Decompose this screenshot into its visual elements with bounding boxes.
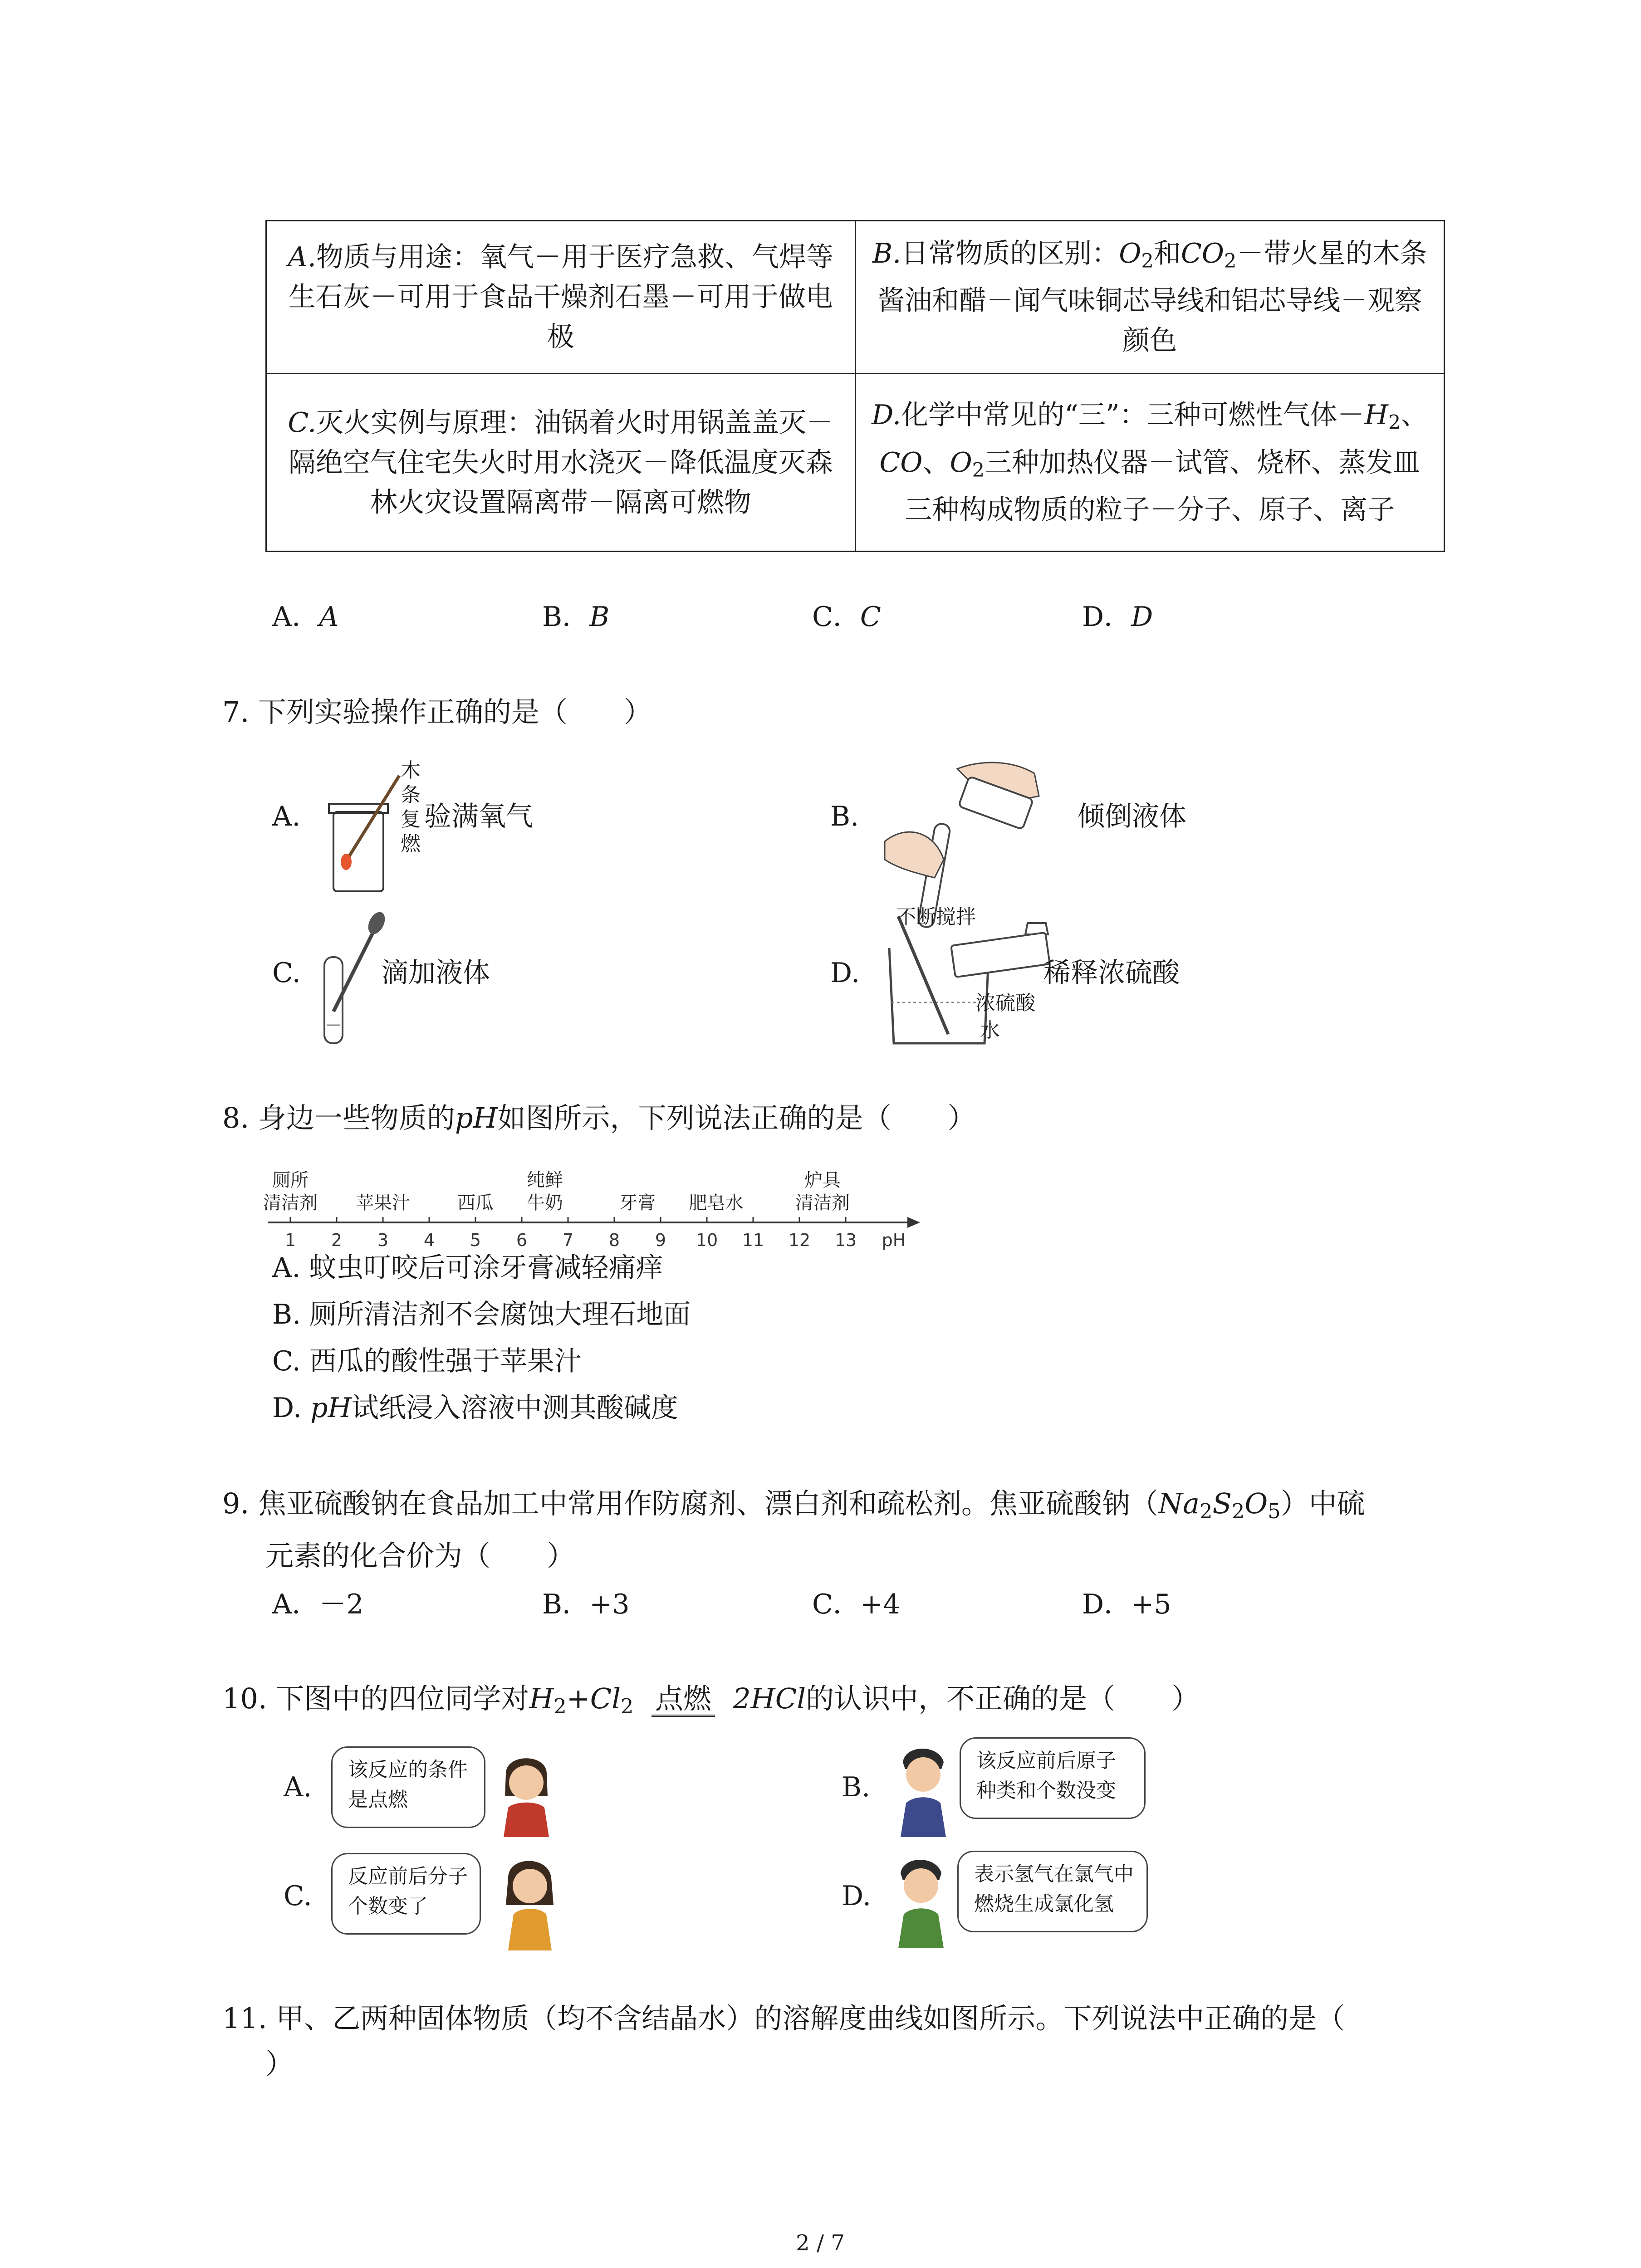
q6-option-a-val: A xyxy=(319,601,339,633)
q6-cell-a-lead: A. xyxy=(288,241,316,273)
q6-cell-b-lead: B. xyxy=(872,237,901,269)
ph-substance-label: 牛奶 xyxy=(527,1193,563,1213)
ph-tick-label: 2 xyxy=(331,1230,343,1250)
dropper-bulb-icon xyxy=(365,909,388,937)
q6-option-b[interactable] xyxy=(542,599,609,635)
q6-option-b-key: B． xyxy=(542,601,590,633)
q9-formula-o: O xyxy=(1244,1487,1268,1520)
q9-formula-o-sub: 5 xyxy=(1268,1500,1281,1524)
q9-option-a-key: A． xyxy=(272,1589,319,1620)
q6-cell-b xyxy=(855,221,1445,374)
q8-stem-post: 如图所示，下列说法正确的是（ ） xyxy=(497,1101,976,1134)
q9-option-d-key: D． xyxy=(1082,1589,1132,1620)
q7-option-c-text: 滴加液体 xyxy=(381,957,490,989)
ph-tick-label: 4 xyxy=(423,1230,435,1250)
ph-tick-label: 5 xyxy=(470,1230,481,1250)
q8-option-a-text: 蚊虫叮咬后可涂牙膏减轻痛痒 xyxy=(309,1252,663,1284)
q7-d-label-stir: 不断搅拌 xyxy=(896,905,976,929)
acid-bottle-icon xyxy=(951,933,1050,978)
q6-option-a[interactable] xyxy=(272,599,339,635)
ph-tick-label: 13 xyxy=(834,1230,857,1250)
q6-cell-d-o: O xyxy=(950,446,972,479)
stirring-rod-icon xyxy=(898,916,948,1034)
q6-cell-a-text: 物质与用途：氧气－用于医疗急救、气焊等生石灰－可用于食品干燥剂石墨－可用于做电极 xyxy=(288,241,833,353)
q6-cell-d-lead: D. xyxy=(872,399,901,431)
q7-c-dropper-illustration xyxy=(313,907,390,1048)
q9-option-c[interactable] xyxy=(812,1586,900,1623)
q6-option-c[interactable] xyxy=(812,599,881,635)
q10-stem xyxy=(222,1681,1200,1725)
q6-cell-d-sep: 、 xyxy=(1401,399,1428,431)
q9-formula-na-sub: 2 xyxy=(1200,1500,1213,1524)
q6-option-a-key: A． xyxy=(272,601,319,633)
q6-cell-b-f2sub: 2 xyxy=(1224,249,1237,273)
q8-stem-ph: pH xyxy=(455,1101,498,1134)
q7-option-a-key[interactable]: A. xyxy=(272,801,301,832)
q9-stem-pre: 9. 焦亚硫酸钠在食品加工中常用作防腐剂、漂白剂和疏松剂。焦亚硫酸钠（ xyxy=(222,1487,1158,1520)
q10-c-student-girl-icon xyxy=(490,1851,572,1950)
ph-tick-label: 11 xyxy=(742,1230,764,1250)
q6-cell-d-osub: 2 xyxy=(972,459,985,482)
ph-tick-label: 8 xyxy=(608,1230,620,1250)
q7-stem: 7. 下列实验操作正确的是（ ） xyxy=(222,695,652,728)
q9-stem-post: ）中硫 xyxy=(1280,1487,1365,1520)
q8-option-c-key: C. xyxy=(272,1345,301,1377)
q6-cell-d-co: CO xyxy=(879,446,923,479)
gas-jar-icon xyxy=(333,812,383,891)
q6-cell-b-mid: 和 xyxy=(1153,237,1181,269)
ph-substance-label: 西瓜 xyxy=(457,1193,494,1213)
q6-option-d-val: D xyxy=(1131,601,1153,633)
q6-cell-d xyxy=(855,374,1445,552)
q7-option-b-text: 倾倒液体 xyxy=(1078,801,1186,832)
q10-a-student-girl-icon xyxy=(488,1746,565,1837)
q8-option-c-text: 西瓜的酸性强于苹果汁 xyxy=(309,1345,582,1377)
ph-tick-label: 10 xyxy=(696,1230,718,1250)
q6-cell-b-f1sub: 2 xyxy=(1141,249,1154,273)
q10-eq-cl: Cl xyxy=(590,1682,621,1715)
q11-stem-line2: ） xyxy=(265,2047,294,2080)
q10-eq-plus: + xyxy=(566,1682,590,1715)
wood-splint-icon xyxy=(347,776,399,860)
ph-substance-label: 纯鲜 xyxy=(527,1170,563,1191)
ph-substance-label: 清洁剂 xyxy=(263,1193,318,1213)
q7-option-d-text: 稀释浓硫酸 xyxy=(1043,957,1180,989)
q9-option-a-val: －2 xyxy=(319,1589,364,1620)
q9-option-c-key: C． xyxy=(812,1589,860,1620)
q10-option-b-key[interactable]: B. xyxy=(842,1771,871,1803)
page-number: 2 / 7 xyxy=(796,2230,845,2256)
ph-tick-label: 1 xyxy=(284,1230,296,1250)
q10-eq-h: H xyxy=(529,1682,554,1715)
q6-cell-b-pre: 日常物质的区别： xyxy=(901,237,1119,269)
q7-a-label-3: 复 xyxy=(401,808,421,831)
q6-cell-c xyxy=(266,374,856,552)
q10-eq-cl-sub: 2 xyxy=(621,1695,634,1719)
ph-substance-label: 苹果汁 xyxy=(356,1193,410,1213)
q6-cell-d-h: H xyxy=(1364,399,1388,431)
q8-option-d-text: 试纸浸入溶液中测其酸碱度 xyxy=(351,1392,678,1424)
q10-option-d-key[interactable]: D. xyxy=(842,1880,872,1912)
ph-tick-label: 9 xyxy=(655,1230,666,1250)
q10-d-student-boy-icon xyxy=(885,1848,957,1948)
q9-option-d-val: +5 xyxy=(1131,1589,1171,1620)
q6-option-d[interactable] xyxy=(1082,599,1153,635)
ph-axis-arrow-icon xyxy=(907,1217,920,1228)
q10-eq-h-sub: 2 xyxy=(554,1695,567,1719)
q7-option-d-key[interactable]: D. xyxy=(830,957,860,989)
q7-option-b-key[interactable]: B. xyxy=(830,801,859,832)
q9-formula-s-sub: 2 xyxy=(1231,1500,1245,1524)
q10-option-a-key[interactable]: A. xyxy=(284,1771,312,1803)
ph-unit-label: pH xyxy=(882,1230,906,1250)
ph-substance-label: 肥皂水 xyxy=(689,1193,744,1213)
q9-option-d[interactable] xyxy=(1082,1586,1171,1623)
q9-option-b-key: B． xyxy=(542,1589,590,1620)
q8-option-a-key: A. xyxy=(272,1252,301,1284)
q9-stem-line2: 元素的化合价为（ ） xyxy=(265,1539,575,1572)
q10-option-c-key[interactable]: C. xyxy=(284,1880,312,1912)
q6-cell-c-text: 灭火实例与原理：油锅着火时用锅盖盖灭－隔绝空气住宅失火时用水浇灭－降低温度灭森林火灾设置隔离带－隔离可燃物 xyxy=(288,406,834,518)
q8-stem xyxy=(222,1100,976,1136)
q6-option-c-key: C． xyxy=(812,601,860,633)
q7-option-c-key[interactable]: C. xyxy=(272,957,301,989)
q6-option-c-val: C xyxy=(860,601,881,633)
q9-option-b-val: +3 xyxy=(589,1589,630,1620)
ph-tick-label: 3 xyxy=(377,1230,389,1250)
q8-option-d-ph: pH xyxy=(310,1392,352,1424)
q9-stem-line1 xyxy=(222,1486,1365,1530)
flame-icon xyxy=(341,854,352,870)
q6-cell-d-text: 三种加热仪器－试管、烧杯、蒸发皿三种构成物质的粒子－分子、原子、离子 xyxy=(905,446,1421,526)
q11-stem-line1: 11. 甲、乙两种固体物质（均不含结晶水）的溶解度曲线如图所示。下列说法中正确的是（ xyxy=(222,2002,1345,2035)
q9-option-a[interactable] xyxy=(272,1586,364,1623)
q8-option-b-text: 厕所清洁剂不会腐蚀大理石地面 xyxy=(309,1299,691,1330)
q8-option-b[interactable] xyxy=(272,1296,691,1333)
ph-substance-label: 炉具 xyxy=(804,1170,841,1191)
q6-cell-b-f1: O xyxy=(1119,237,1141,269)
ph-substance-label: 厕所 xyxy=(272,1170,309,1191)
q6-cell-d-pre: 化学中常见的“三”：三种可燃性气体－ xyxy=(901,399,1365,431)
ph-substance-label: 清洁剂 xyxy=(795,1193,850,1213)
q8-option-c[interactable] xyxy=(272,1343,582,1379)
q9-formula-s: S xyxy=(1212,1487,1232,1520)
q8-ph-scale xyxy=(263,1145,935,1259)
q7-d-label-water: 水 xyxy=(980,1019,1000,1042)
q7-d-label-acid: 浓硫酸 xyxy=(975,992,1035,1015)
q10-b-student-boy-icon xyxy=(887,1737,960,1837)
q6-cell-a xyxy=(266,221,856,374)
q10-eq-product: 2HCl xyxy=(733,1682,806,1715)
q10-a-speech-bubble: 该反应的条件 是点燃 xyxy=(331,1746,485,1828)
q6-option-b-val: B xyxy=(589,601,610,633)
ph-tick-label: 6 xyxy=(516,1230,528,1250)
q7-a-label-stack xyxy=(399,758,422,856)
q10-stem-post: 的认识中，不正确的是（ ） xyxy=(806,1682,1200,1715)
ph-tick-label: 7 xyxy=(562,1230,574,1250)
q6-cell-d-hsub: 2 xyxy=(1388,411,1401,434)
q8-option-b-key: B. xyxy=(272,1299,301,1330)
q7-a-label-2: 条 xyxy=(401,783,421,807)
q6-option-d-key: D． xyxy=(1082,601,1132,633)
q7-option-a-text: 验满氧气 xyxy=(424,801,533,832)
q10-stem-pre: 10. 下图中的四位同学对 xyxy=(222,1682,529,1715)
q6-cell-b-text: －带火星的木条酱油和醋－闻气味铜芯导线和铝芯导线－观察颜色 xyxy=(877,237,1427,357)
q10-d-speech-bubble: 表示氢气在氯气中 燃烧生成氯化氢 xyxy=(957,1851,1148,1932)
q9-option-b[interactable] xyxy=(542,1586,630,1623)
q8-option-d[interactable] xyxy=(272,1390,678,1426)
ph-substance-label: 牙膏 xyxy=(619,1193,656,1213)
q10-c-speech-bubble: 反应前后分子 个数变了 xyxy=(331,1853,481,1935)
q9-formula-na: Na xyxy=(1158,1487,1200,1520)
q7-a-label-1: 木 xyxy=(401,759,421,782)
q7-a-label-4: 燃 xyxy=(401,832,421,855)
q6-cell-d-sep2: 、 xyxy=(922,446,950,479)
q8-option-a[interactable] xyxy=(272,1250,663,1286)
q8-stem-pre: 8. 身边一些物质的 xyxy=(222,1101,455,1134)
q6-cell-b-f2: CO xyxy=(1181,237,1224,269)
q9-option-c-val: +4 xyxy=(860,1589,901,1620)
q10-eq-condition: 点燃 xyxy=(652,1683,715,1717)
q10-b-speech-bubble: 该反应前后原子 种类和个数没变 xyxy=(960,1737,1146,1819)
ph-tick-label: 12 xyxy=(788,1230,811,1250)
q8-option-d-key: D. xyxy=(272,1392,302,1424)
q6-options-table xyxy=(265,220,1445,552)
q6-cell-c-lead: C. xyxy=(288,406,317,439)
